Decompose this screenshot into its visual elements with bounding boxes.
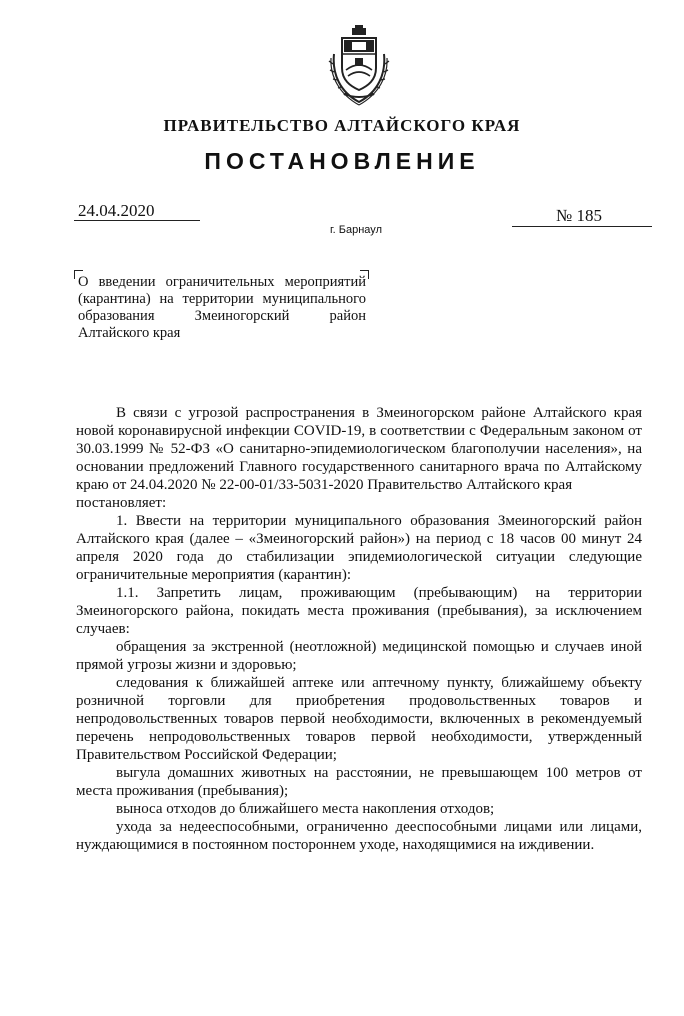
document-subject: О введении ограничительных мероприятий (карантина) на территории муниципального образования Змеиногорский район Алтайского края — [78, 274, 366, 341]
body-paragraph-item-1-1: 1.1. Запретить лицам, проживающим (пребывающим) на территории Змеиногорского района, покидать места проживания (пребывания), за исключением случаев: — [76, 585, 642, 637]
body-paragraph-resolves: постановляет: — [76, 495, 167, 511]
altai-krai-emblem-icon — [322, 24, 396, 106]
date-underline — [74, 220, 200, 221]
body-paragraph-exception-waste: выноса отходов до ближайшего места накопления отходов; — [116, 801, 495, 817]
document-body — [76, 404, 642, 854]
body-paragraph-item-1: 1. Ввести на территории муниципального образования Змеиногорский район Алтайского края (далее – «Змеиногорский район») на период с 18 часов 00 минут 24 апреля 2020 года до стабилизации эпидемиологической ситуации следующие ограничительные мероприятия (карантин): — [76, 513, 642, 583]
government-title: ПРАВИТЕЛЬСТВО АЛТАЙСКОГО КРАЯ — [163, 116, 521, 135]
document-type-title: ПОСТАНОВЛЕНИЕ — [204, 148, 480, 174]
body-paragraph-exception-care: ухода за недееспособными, ограниченно дееспособными лицами или лицами, нуждающимися в постоянном постороннем уходе, находящимися на иждивении. — [76, 819, 642, 853]
body-paragraph-exception-pets: выгула домашних животных на расстоянии, не превышающем 100 метров от места проживания (пребывания); — [76, 765, 642, 799]
body-paragraph-exception-shopping: следования к ближайшей аптеке или аптечному пункту, ближайшему объекту розничной торговли для приобретения продовольственных товаров и непродовольственных товаров первой необходимости, включенных в рекомендуемый перечень непродовольственных товаров первой необходимости, утвержденный Правительством Российской Федерации; — [76, 675, 642, 763]
document-number: № 185 — [556, 206, 602, 225]
number-underline — [512, 226, 652, 227]
body-paragraph-exception-medical: обращения за экстренной (неотложной) медицинской помощью и случаев иной прямой угрозы жизни и здоровью; — [76, 639, 642, 673]
body-paragraph-preamble: В связи с угрозой распространения в Змеиногорском районе Алтайского края новой коронавирусной инфекции COVID-19, в соответствии с Федеральным законом от 30.03.1999 № 52-ФЗ «О санитарно-эпидемиологическом благополучии населения», на основании предложений Главного государственного санитарного врача по Алтайскому краю от 24.04.2020 № 22-00-01/33-5031-2020 Правительство Алтайского края — [76, 405, 642, 493]
document-date: 24.04.2020 — [78, 201, 155, 220]
document-city: г. Барнаул — [330, 224, 382, 236]
